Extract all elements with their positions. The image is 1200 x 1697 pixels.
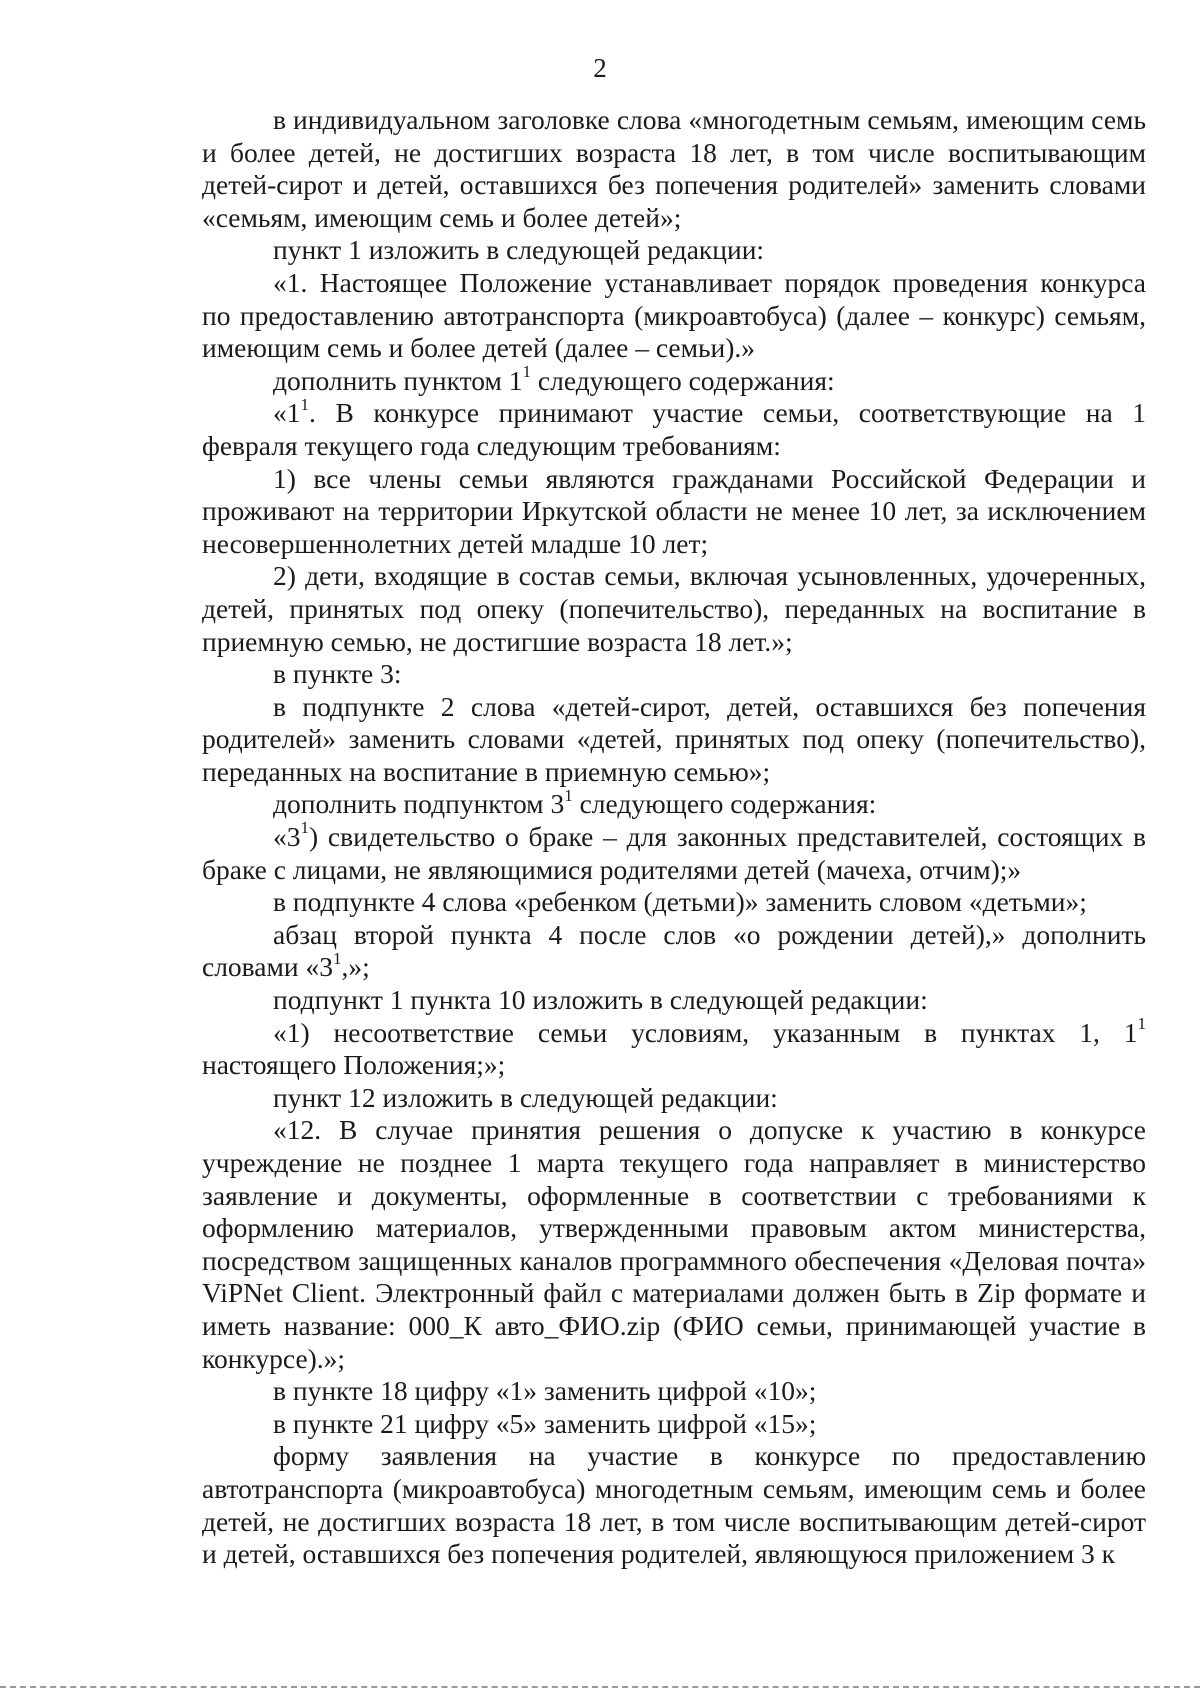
text-run: пункт 1 изложить в следующей редакции:	[273, 234, 765, 266]
text-run: настоящего Положения;»;	[202, 1049, 506, 1081]
paragraph	[202, 560, 1146, 658]
paragraph	[202, 104, 1146, 234]
document-body	[202, 104, 1146, 1571]
superscript: 1	[300, 818, 310, 838]
superscript: 1	[333, 948, 342, 968]
paragraph	[202, 362, 1146, 398]
superscript: 1	[1137, 1013, 1146, 1033]
paragraph	[202, 1375, 1146, 1408]
superscript: 1	[564, 785, 573, 805]
paragraph	[202, 919, 1146, 984]
text-run: ) свидетельство о браке – для законных представителей, состоящих в браке с лицами, не являющимися родителями детей (мачеха, отчим);»	[202, 821, 1146, 885]
page-number: 2	[593, 53, 607, 83]
paragraph	[202, 1440, 1146, 1570]
superscript: 1	[300, 394, 310, 414]
paragraph	[202, 984, 1146, 1017]
paragraph	[202, 658, 1146, 691]
text-run: в подпункте 4 слова «ребенком (детьми)» заменить словом «детьми»;	[273, 886, 1087, 918]
text-run: . В конкурсе принимают участие семьи, соответствующие на 1 февраля текущего года следующим требованиям:	[202, 397, 1146, 461]
text-run: «1) несоответствие семьи условиям, указанным в пунктах 1, 1	[273, 1016, 1138, 1048]
text-run: следующего содержания:	[572, 788, 877, 820]
paragraph	[202, 785, 1146, 821]
text-run: «1. Настоящее Положение устанавливает порядок проведения конкурса по предоставлению автотранспорта (микроавтобуса) (далее – конкурс) семьям, имеющим семь и более детей (далее – семьи).»	[202, 266, 1146, 364]
superscript: 1	[522, 362, 532, 382]
text-run: 1) все члены семьи являются гражданами Российской Федерации и проживают на территории Иркутской области не менее 10 лет, за исключением несовершеннолетних детей младше 10 лет;	[202, 462, 1146, 559]
text-run: абзац второй пункта 4 после слов «о рождении детей),» дополнить словами «3	[202, 918, 1146, 983]
text-run: в пункте 3:	[273, 658, 402, 690]
paragraph	[202, 234, 1146, 267]
text-run: «3	[273, 821, 301, 853]
paragraph	[202, 1114, 1146, 1375]
text-run: дополнить пунктом 1	[273, 364, 523, 396]
paragraph	[202, 1082, 1146, 1115]
paragraph	[202, 463, 1146, 561]
text-run: ,»;	[341, 951, 370, 983]
paragraph	[202, 1013, 1146, 1082]
paragraph	[202, 267, 1146, 365]
paragraph	[202, 691, 1146, 789]
scan-edge-line	[0, 1686, 1200, 1688]
paragraph	[202, 1408, 1146, 1441]
text-run: в индивидуальном заголовке слова «многодетным семьям, имеющим семь и более детей, не достигших возраста 18 лет, в том числе воспитывающим детей-сирот и детей, оставшихся без попечения родителей» заменить словами «семьям, имеющим семь и более детей»;	[202, 104, 1146, 233]
text-run: форму заявления на участие в конкурсе по предоставлению автотранспорта (микроавтобуса) многодетным семьям, имеющим семь и более детей, не достигших возраста 18 лет, в том числе воспитывающим детей-сирот и детей, оставшихся без попечения родителей, являющуюся приложением 3 к	[202, 1440, 1146, 1570]
text-run: подпункт 1 пункта 10 изложить в следующей редакции:	[273, 984, 928, 1016]
text-run: в пункте 21 цифру «5» заменить цифрой «15»;	[273, 1407, 817, 1439]
paragraph	[202, 394, 1146, 462]
text-run: 2) дети, входящие в состав семьи, включая усыновленных, удочеренных, детей, принятых под опеку (попечительство), переданных на воспитание в приемную семью, не достигшие возраста 18 лет.»;	[202, 560, 1146, 657]
text-run: «1	[273, 397, 301, 429]
text-run: «12. В случае принятия решения о допуске к участию в конкурсе учреждение не позднее 1 марта текущего года направляет в министерство заявление и документы, оформленные в соответствии с требованиями к оформлению материалов, утвержденными правовым актом министерства, посредством защищенных каналов программного обеспечения «Деловая почта» ViPNet Client. Электронный файл с материалами должен быть в Zip формате и иметь название: 000_К авто_ФИО.zip (ФИО семьи, принимающей участие в конкурсе).»;	[202, 1114, 1146, 1374]
text-run: следующего содержания:	[531, 364, 835, 396]
text-run: в пункте 18 цифру «1» заменить цифрой «10»;	[273, 1375, 817, 1407]
paragraph	[202, 886, 1146, 919]
text-run: пункт 12 изложить в следующей редакции:	[273, 1081, 778, 1113]
text-run: в подпункте 2 слова «детей-сирот, детей, оставшихся без попечения родителей» заменить словами «детей, принятых под опеку (попечительство), переданных на воспитание в приемную семью»;	[202, 690, 1146, 787]
text-run: дополнить подпунктом 3	[273, 788, 565, 820]
paragraph	[202, 818, 1146, 886]
